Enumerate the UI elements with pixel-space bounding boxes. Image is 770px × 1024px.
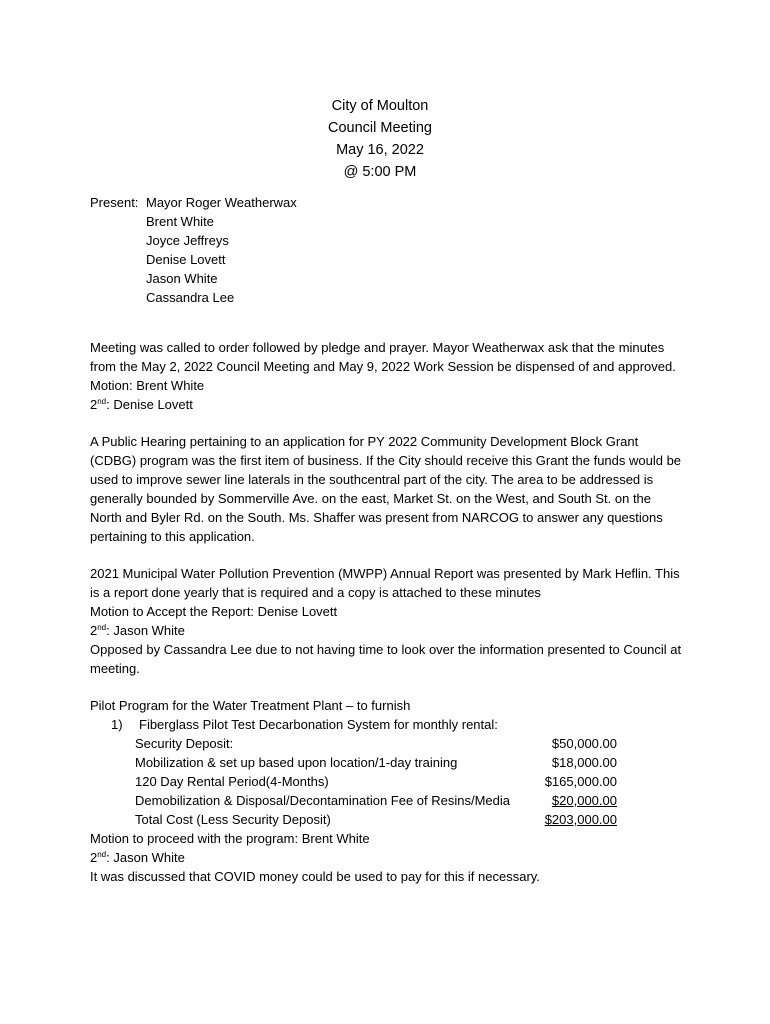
cost-row-total xyxy=(90,810,617,829)
attendee: Brent White xyxy=(146,214,214,229)
cost-row xyxy=(90,772,617,791)
header-time: @ 5:00 PM xyxy=(343,164,417,180)
section-pilot-program xyxy=(90,696,690,886)
motion-line: Motion: Brent White xyxy=(90,378,205,393)
attendee: Mayor Roger Weatherwax xyxy=(146,195,297,210)
cost-row xyxy=(90,734,617,753)
pilot-program-intro: Pilot Program for the Water Treatment Plant – to furnish xyxy=(90,698,411,713)
cost-amount: $50,000.00 xyxy=(551,736,617,751)
cost-label: Security Deposit: xyxy=(135,736,234,751)
cost-label: Mobilization & set up based upon location/1-day training xyxy=(135,755,458,770)
second-line: 2nd: Denise Lovett xyxy=(90,397,193,412)
motion-line: Motion to proceed with the program: Brent White xyxy=(90,831,370,846)
cost-amount: $18,000.00 xyxy=(551,755,617,770)
list-item xyxy=(90,715,690,734)
motion-line: Motion to Accept the Report: Denise Lovett xyxy=(90,604,338,619)
list-number: 1) xyxy=(111,717,123,732)
cost-label: 120 Day Rental Period(4-Months) xyxy=(135,774,329,789)
section-mwpp-report xyxy=(90,564,690,678)
header-meeting-type: Council Meeting xyxy=(328,120,432,136)
attendee: Joyce Jeffreys xyxy=(146,233,229,248)
attendee: Jason White xyxy=(146,271,218,286)
attendance-block xyxy=(90,193,690,307)
cost-amount: $20,000.00 xyxy=(551,793,617,808)
cost-label: Demobilization & Disposal/Decontamination Fee of Resins/Media xyxy=(135,793,511,808)
cost-table xyxy=(90,734,690,829)
section-call-to-order xyxy=(90,338,690,414)
cost-total-amount: $203,000.00 xyxy=(544,812,617,827)
call-to-order-text: Meeting was called to order followed by pledge and prayer. Mayor Weatherwax ask that the minutes from the May 2, 2022 Council Meeting and May 9, 2022 Work Session be dispensed of and approved. xyxy=(90,340,676,374)
second-line: 2nd: Jason White xyxy=(90,850,185,865)
cost-amount: $165,000.00 xyxy=(544,774,617,789)
header-city: City of Moulton xyxy=(331,98,429,114)
cost-row xyxy=(90,753,617,772)
header-date: May 16, 2022 xyxy=(336,142,424,158)
document-header xyxy=(90,95,670,183)
attendee-list xyxy=(146,193,297,307)
cost-label: Total Cost (Less Security Deposit) xyxy=(135,812,331,827)
list-item-text: Fiberglass Pilot Test Decarbonation System for monthly rental: xyxy=(139,717,498,732)
attendee: Cassandra Lee xyxy=(146,290,235,305)
section-public-hearing xyxy=(90,432,690,546)
attendee: Denise Lovett xyxy=(146,252,226,267)
second-line: 2nd: Jason White xyxy=(90,623,185,638)
present-label: Present: xyxy=(90,195,139,210)
public-hearing-text: A Public Hearing pertaining to an application for PY 2022 Community Development Block Grant (CDBG) program was the first item of business. If the City should receive this Grant the funds would be used to improve sewer line laterals in the southcentral part of the city. The area to be addressed is generally bounded by Sommerville Ave. on the east, Market St. on the West, and South St. on the North and Byler Rd. on the South. Ms. Shaffer was present from NARCOG to answer any questions pertaining to this application. xyxy=(90,434,682,544)
mwpp-report-text: 2021 Municipal Water Pollution Prevention (MWPP) Annual Report was presented by Mark Heflin. This is a report done yearly that is required and a copy is attached to these minutes xyxy=(90,566,680,600)
minutes-body xyxy=(90,95,690,886)
cost-row xyxy=(90,791,617,810)
opposed-text: Opposed by Cassandra Lee due to not having time to look over the information presented to Council at meeting. xyxy=(90,642,682,676)
covid-note: It was discussed that COVID money could be used to pay for this if necessary. xyxy=(90,869,540,884)
